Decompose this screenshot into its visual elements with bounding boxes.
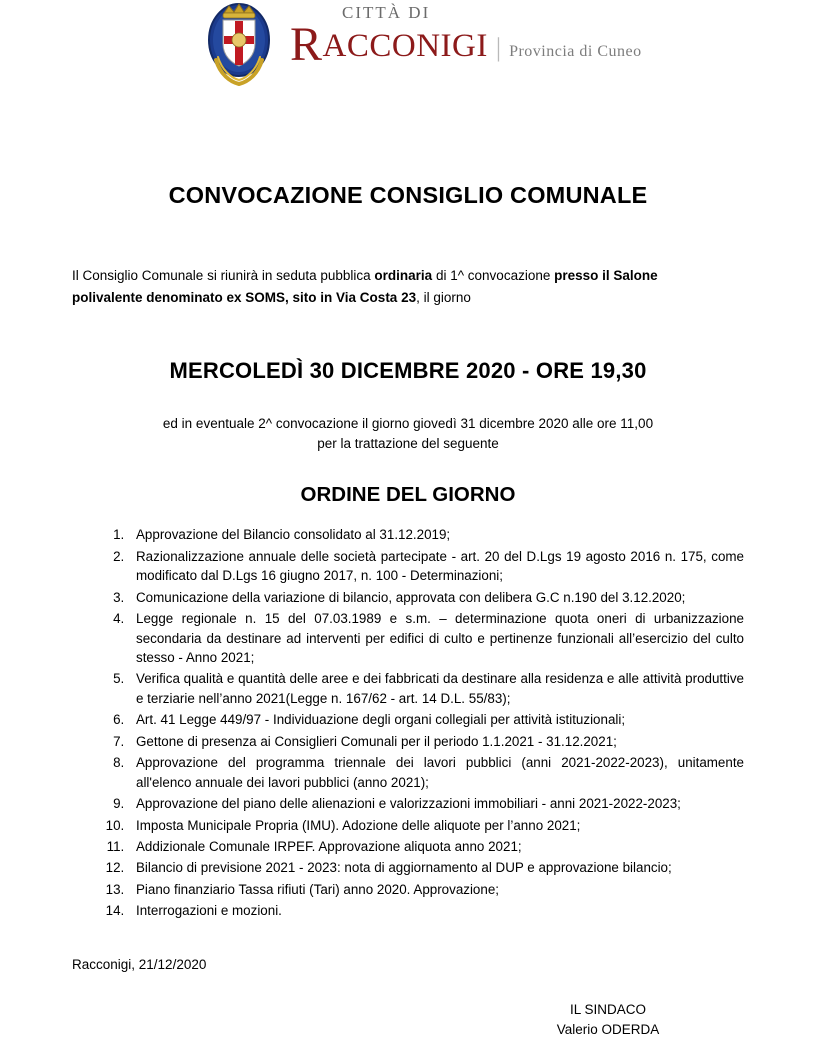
list-item: 13. Piano finanziario Tassa rifiuti (Tari) anno 2020. Approvazione; — [128, 880, 744, 899]
list-item: 12. Bilancio di previsione 2021 - 2023: nota di aggiornamento al DUP e approvazione bilancio; — [128, 858, 744, 877]
coat-of-arms-icon — [202, 0, 276, 86]
wordmark-name-rest: ACCONIGI — [322, 28, 488, 64]
list-item: 5. Verifica qualità e quantità delle aree e dei fabbricati da destinare alla residenza e alle attività produttive e terziarie nell’anno 2021(Legge n. 167/62 - art. 14 D.L. 55/83); — [128, 669, 744, 708]
list-item: 7. Gettone di presenza ai Consiglieri Comunali per il periodo 1.1.2021 - 31.12.2021; — [128, 732, 744, 751]
intro-bold-ordinaria: ordinaria — [374, 268, 433, 283]
place-and-date: Racconigi, 21/12/2020 — [72, 956, 207, 972]
intro-bold-venue: presso il Salone polivalente denominato ex SOMS, sito in Via Costa 23 — [72, 268, 658, 306]
signature-role: IL SINDACO — [569, 1001, 647, 1017]
second-call — [72, 414, 744, 456]
intro-text-3: , il giorno — [416, 290, 471, 306]
signature-block — [72, 1000, 744, 1041]
list-item: 2. Razionalizzazione annuale delle società partecipate - art. 20 del D.Lgs 19 agosto 2016 n. 175, come modificato dal D.Lgs 16 giugno 2017, n. 100 - Determinazioni; — [128, 547, 744, 586]
wordmark-province: Provincia di Cuneo — [509, 43, 642, 60]
wordmark-initial: R — [290, 18, 323, 71]
second-call-line-1: ed in eventuale 2^ convocazione il giorno giovedì 31 dicembre 2020 alle ore 11,00 — [162, 415, 654, 431]
wordmark-citta-di: CITTÀ DI — [342, 3, 431, 22]
list-item: 14. Interrogazioni e mozioni. — [128, 901, 744, 920]
list-item: 6. Art. 41 Legge 449/97 - Individuazione degli organi collegiali per attività istituzionali; — [128, 710, 744, 729]
intro-text-2: di 1^ convocazione — [432, 268, 555, 283]
wordmark-city-name — [290, 18, 488, 71]
list-item: 10. Imposta Municipale Propria (IMU). Adozione delle aliquote per l’anno 2021; — [128, 816, 744, 835]
list-item: 3. Comunicazione della variazione di bilancio, approvata con delibera G.C n.190 del 3.12.2020; — [128, 588, 744, 607]
list-item: 1. Approvazione del Bilancio consolidato al 31.12.2019; — [128, 525, 744, 544]
meeting-date: MERCOLEDÌ 30 DICEMBRE 2020 - ORE 19,30 — [169, 357, 647, 383]
intro-text-1: Il Consiglio Comunale si riunirà in seduta pubblica — [72, 268, 375, 283]
letterhead — [72, 0, 744, 86]
wordmark — [290, 0, 642, 71]
list-item: 11. Addizionale Comunale IRPEF. Approvazione aliquota anno 2021; — [128, 837, 744, 856]
agenda-list — [72, 525, 744, 920]
signature-name: Valerio ODERDA — [556, 1021, 660, 1037]
list-item: 8. Approvazione del programma triennale dei lavori pubblici (anni 2021-2022-2023), unitamente all'elenco annuale dei lavori pubblici (anno 2021); — [128, 753, 744, 792]
list-item: 9. Approvazione del piano delle alienazioni e valorizzazioni immobiliari - anni 2021-2022-2023; — [128, 794, 744, 813]
intro-paragraph — [72, 265, 720, 310]
agenda-title: ORDINE DEL GIORNO — [300, 483, 516, 507]
wordmark-separator: | — [495, 33, 502, 62]
second-call-line-2: per la trattazione del seguente — [317, 436, 499, 452]
page-title: CONVOCAZIONE CONSIGLIO COMUNALE — [168, 182, 648, 208]
list-item: 4. Legge regionale n. 15 del 07.03.1989 e s.m. – determinazione quota oneri di urbanizzazione secondaria da destinare ad interventi per edifici di culto e pertinenze funzionali all’esercizio del culto stesso - Anno 2021; — [128, 609, 744, 667]
